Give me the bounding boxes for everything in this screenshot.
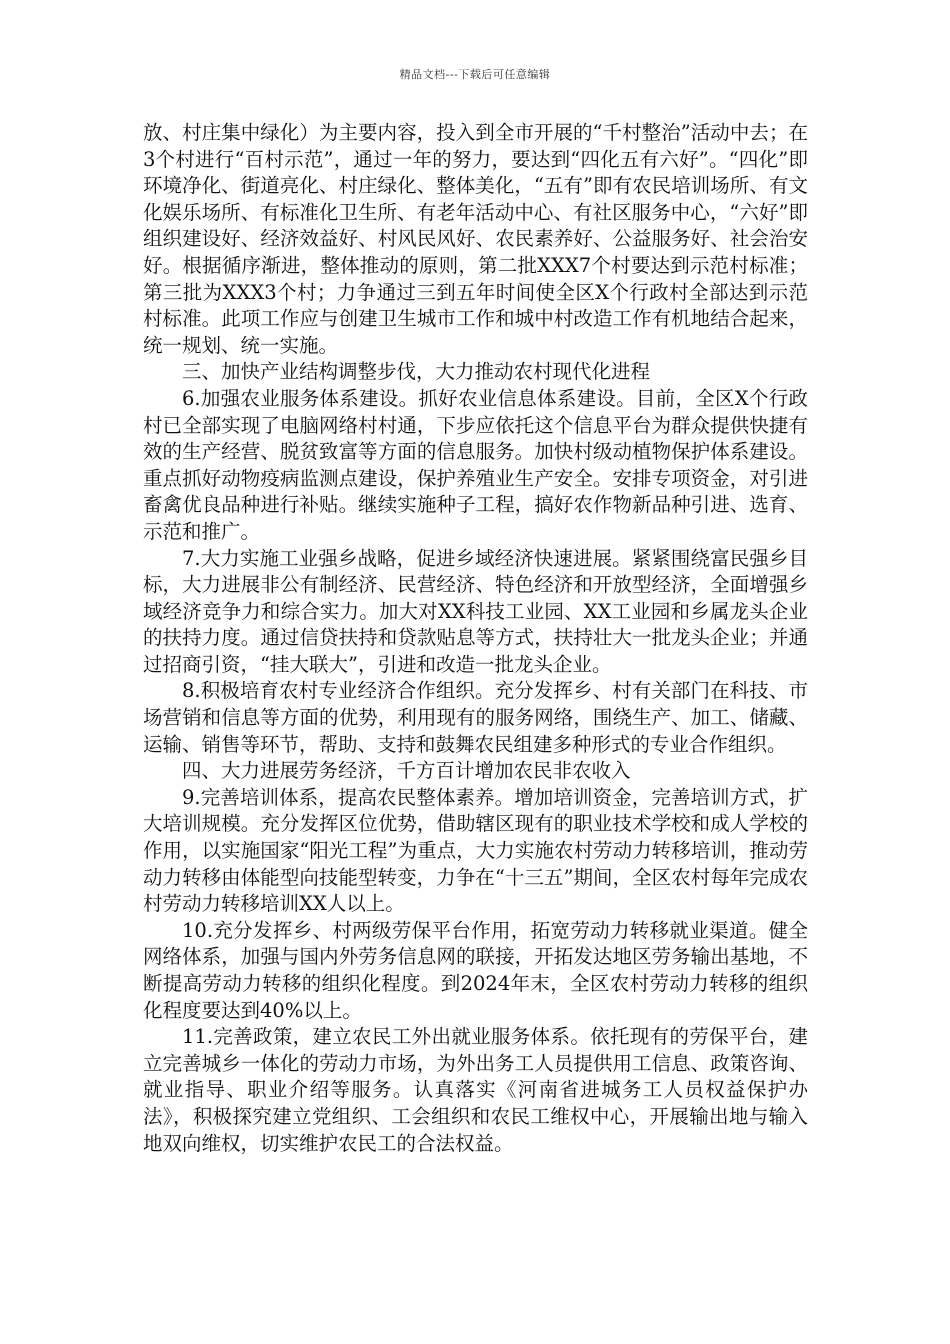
section-heading-4: 四、大力进展劳务经济，千方百计增加农民非农收入 — [182, 759, 631, 783]
paragraph-item-6: 6.加强农业服务体系建设。抓好农业信息体系建设。目前，全区X个行政村已全部实现了电脑网络村村通，下步应依托这个信息平台为群众提供快捷有效的生产经营、脱贫致富等方面的信息服务。加快村级动植物保护体系建设。重点抓好动物疫病监测点建设，保护养殖业生产安全。安排专项资金，对引进畜禽优良品种进行补贴。继续实施种子工程，搞好农作物新品种引进、选育、示范和推广。 — [143, 386, 808, 543]
paragraph-item-7: 7.大力实施工业强乡战略，促进乡域经济快速进展。紧紧围绕富民强乡目标，大力进展非公有制经济、民营经济、特色经济和开放型经济，全面增强乡域经济竞争力和综合实力。加大对XX科技工业园、XX工业园和乡属龙头企业的扶持力度。通过信贷扶持和贷款贴息等方式，扶持壮大一批龙头企业；并通过招商引资，“挂大联大”，引进和改造一批龙头企业。 — [143, 546, 808, 676]
paragraph-item-9: 9.完善培训体系，提高农民整体素养。增加培训资金，完善培训方式，扩大培训规模。充分发挥区位优势，借助辖区现有的职业技术学校和成人学校的作用，以实施国家“阳光工程”为重点，大力实施农村劳动力转移培训，推动劳动力转移由体能型向技能型转变，力争在“十三五”期间，全区农村每年完成农村劳动力转移培训XX人以上。 — [143, 785, 808, 916]
paragraph-village-renovation: 放、村庄集中绿化）为主要内容，投入到全市开展的“千村整治”活动中去；在3个村进行“百村示范”，通过一年的努力，要达到“四化五有六好”。“四化”即环境净化、街道亮化、村庄绿化、整体美化，“五有”即有农民培训场所、有文化娱乐场所、有标准化卫生所、有老年活动中心、有社区服务中心，“六好”即组织建设好、经济效益好、村风民风好、农民素养好、公益服务好、社会治安好。根据循序渐进，整体推动的原则，第二批XXX7个村要达到示范村标准；第三批为XXX3个村；力争通过三到五年时间使全区X个行政村全部达到示范村标准。此项工作应与创建卫生城市工作和城中村改造工作有机地结合起来，统一规划、统一实施。 — [143, 121, 808, 357]
document-body — [143, 120, 808, 1157]
paragraph-item-11: 11.完善政策，建立农民工外出就业服务体系。依托现有的劳保平台，建立完善城乡一体化的劳动力市场，为外出务工人员提供用工信息、政策咨询、就业指导、职业介绍等服务。认真落实《河南省进城务工人员权益保护办法》，积极探究建立党组织、工会组织和农民工维权中心，开展输出地与输入地双向维权，切实维护农民工的合法权益。 — [143, 1025, 808, 1155]
page-header: 精品文档---下载后可任意编辑 — [399, 68, 551, 81]
paragraph-item-10: 10.充分发挥乡、村两级劳保平台作用，拓宽劳动力转移就业渠道。健全网络体系，加强与国内外劳务信息网的联接，开拓发达地区劳务输出基地，不断提高劳动力转移的组织化程度。到2024年末，全区农村劳动力转移的组织化程度要达到40%以上。 — [143, 918, 808, 1022]
section-heading-3: 三、加快产业结构调整步伐，大力推动农村现代化进程 — [182, 360, 651, 384]
paragraph-item-8: 8.积极培育农村专业经济合作组织。充分发挥乡、村有关部门在科技、市场营销和信息等方面的优势，利用现有的服务网络，围绕生产、加工、储藏、运输、销售等环节，帮助、支持和鼓舞农民组建多种形式的专业合作组织。 — [143, 679, 808, 756]
